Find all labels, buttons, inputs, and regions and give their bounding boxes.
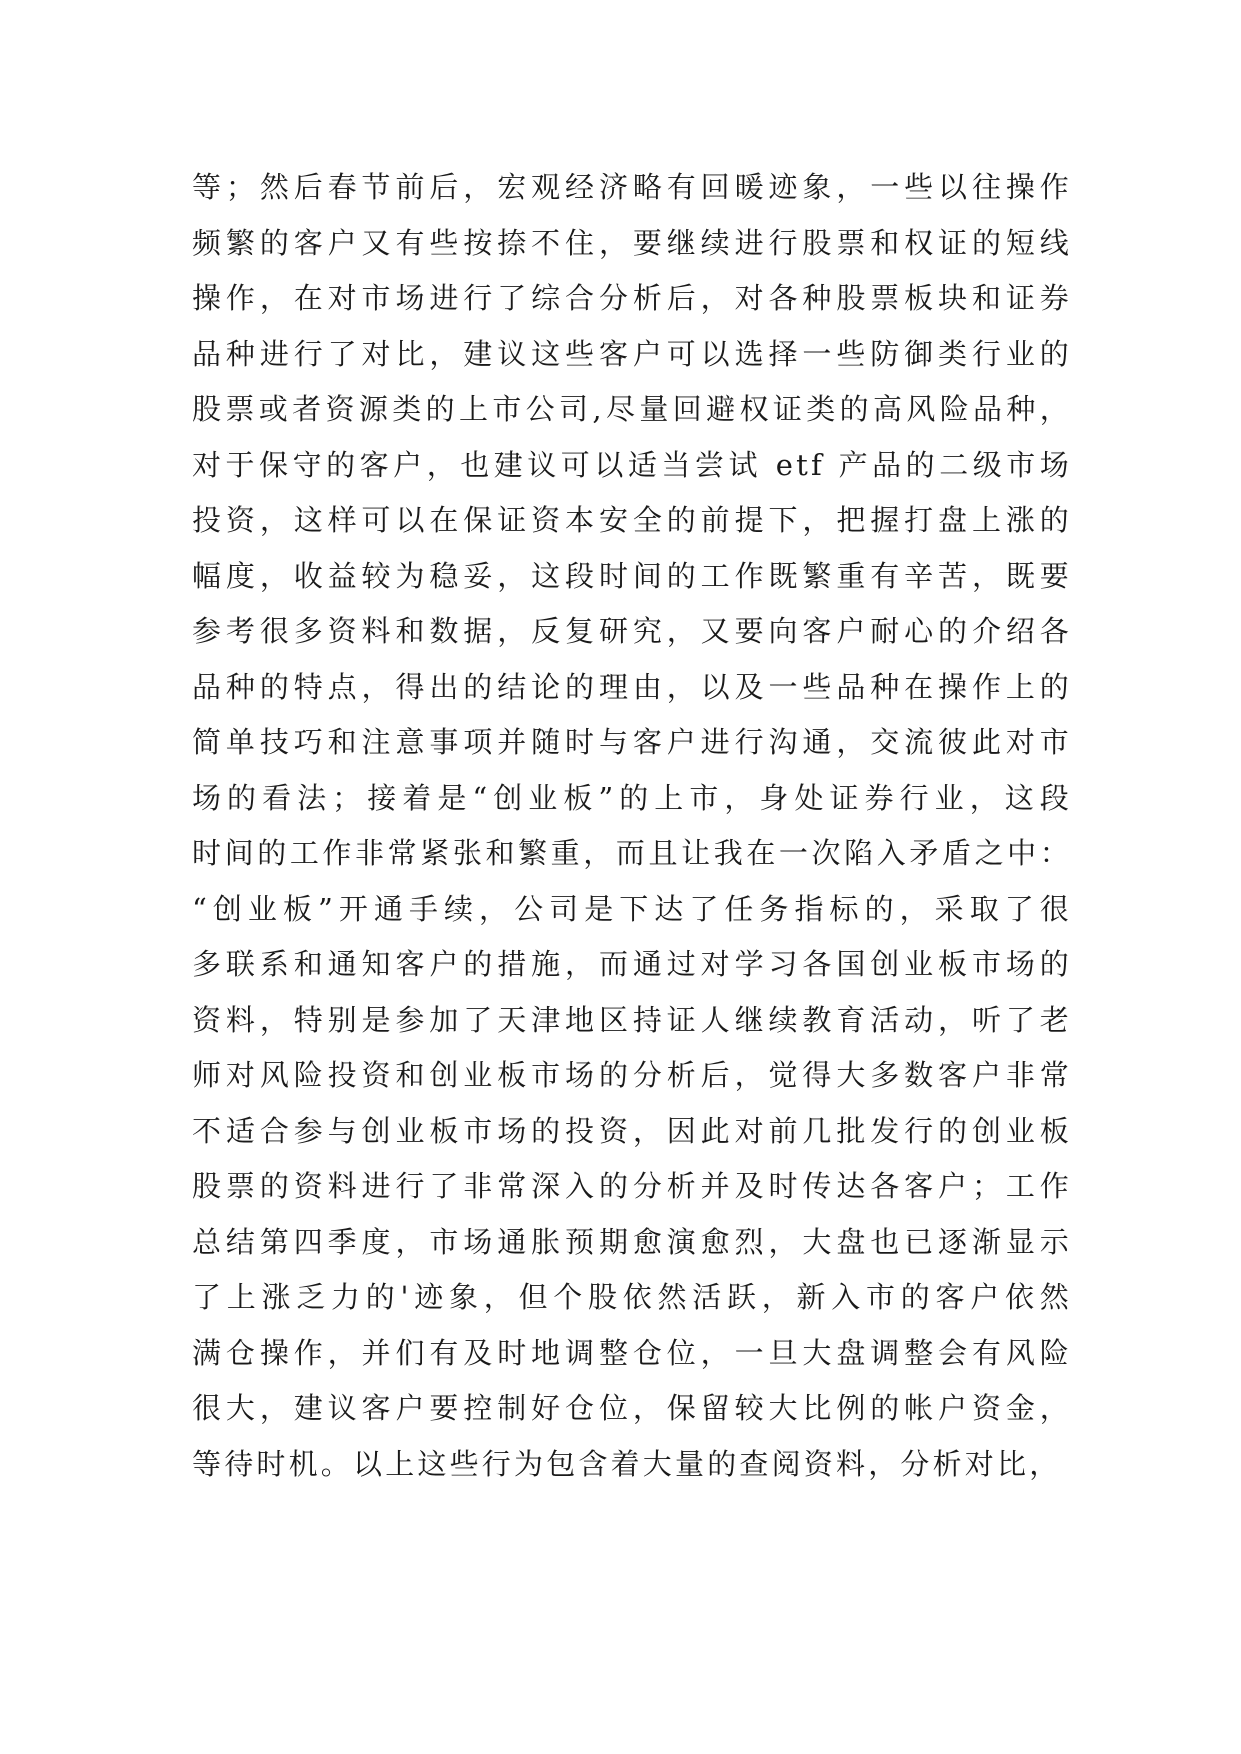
body-text xyxy=(192,160,1072,1492)
text-line: 操作，在对市场进行了综合分析后，对各种股票板块和证券 xyxy=(192,281,1072,315)
text-line: 师对风险投资和创业板市场的分析后，觉得大多数客户非常 xyxy=(192,1058,1072,1092)
text-line: 等待时机。以上这些行为包含着大量的查阅资料，分析对比， xyxy=(192,1446,1062,1481)
text-line: 资料，特别是参加了天津地区持证人继续教育活动，听了老 xyxy=(192,1002,1072,1037)
text-line: 场的看法；接着是“创业板”的上市，身处证券行业，这段 xyxy=(192,780,1072,815)
text-line: 满仓操作，并们有及时地调整仓位，一旦大盘调整会有风险 xyxy=(192,1335,1072,1370)
text-line: 品种的特点，得出的结论的理由，以及一些品种在操作上的 xyxy=(192,669,1072,704)
text-line: 品种进行了对比，建议这些客户可以选择一些防御类行业的 xyxy=(192,336,1072,371)
text-line: 很大，建议客户要控制好仓位，保留较大比例的帐户资金， xyxy=(192,1391,1072,1425)
text-line: 股票或者资源类的上市公司,尽量回避权证类的高风险品种， xyxy=(192,392,1072,426)
text-line: 多联系和通知客户的措施，而通过对学习各国创业板市场的 xyxy=(192,947,1072,981)
text-line: 不适合参与创业板市场的投资，因此对前几批发行的创业板 xyxy=(192,1113,1072,1148)
text-line: 股票的资料进行了非常深入的分析并及时传达各客户；工作 xyxy=(192,1169,1072,1203)
text-line: “创业板”开通手续，公司是下达了任务指标的，采取了很 xyxy=(192,891,1072,926)
text-line: 参考很多资料和数据，反复研究，又要向客户耐心的介绍各 xyxy=(192,614,1072,648)
text-line: 投资，这样可以在保证资本安全的前提下，把握打盘上涨的 xyxy=(192,503,1072,537)
text-line: 幅度，收益较为稳妥，这段时间的工作既繁重有辛苦，既要 xyxy=(192,558,1072,593)
text-line: 对于保守的客户，也建议可以适当尝试 etf 产品的二级市场 xyxy=(192,447,1072,482)
text-line: 简单技巧和注意事项并随时与客户进行沟通，交流彼此对市 xyxy=(192,725,1072,759)
text-line: 时间的工作非常紧张和繁重，而且让我在一次陷入矛盾之中： xyxy=(192,836,1072,870)
text-line: 了上涨乏力的'迹象，但个股依然活跃，新入市的客户依然 xyxy=(192,1280,1072,1314)
text-line: 总结第四季度，市场通胀预期愈演愈烈，大盘也已逐渐显示 xyxy=(192,1224,1072,1259)
text-line: 频繁的客户又有些按捺不住，要继续进行股票和权证的短线 xyxy=(192,225,1072,260)
text-line: 等；然后春节前后，宏观经济略有回暖迹象，一些以往操作 xyxy=(192,170,1072,204)
